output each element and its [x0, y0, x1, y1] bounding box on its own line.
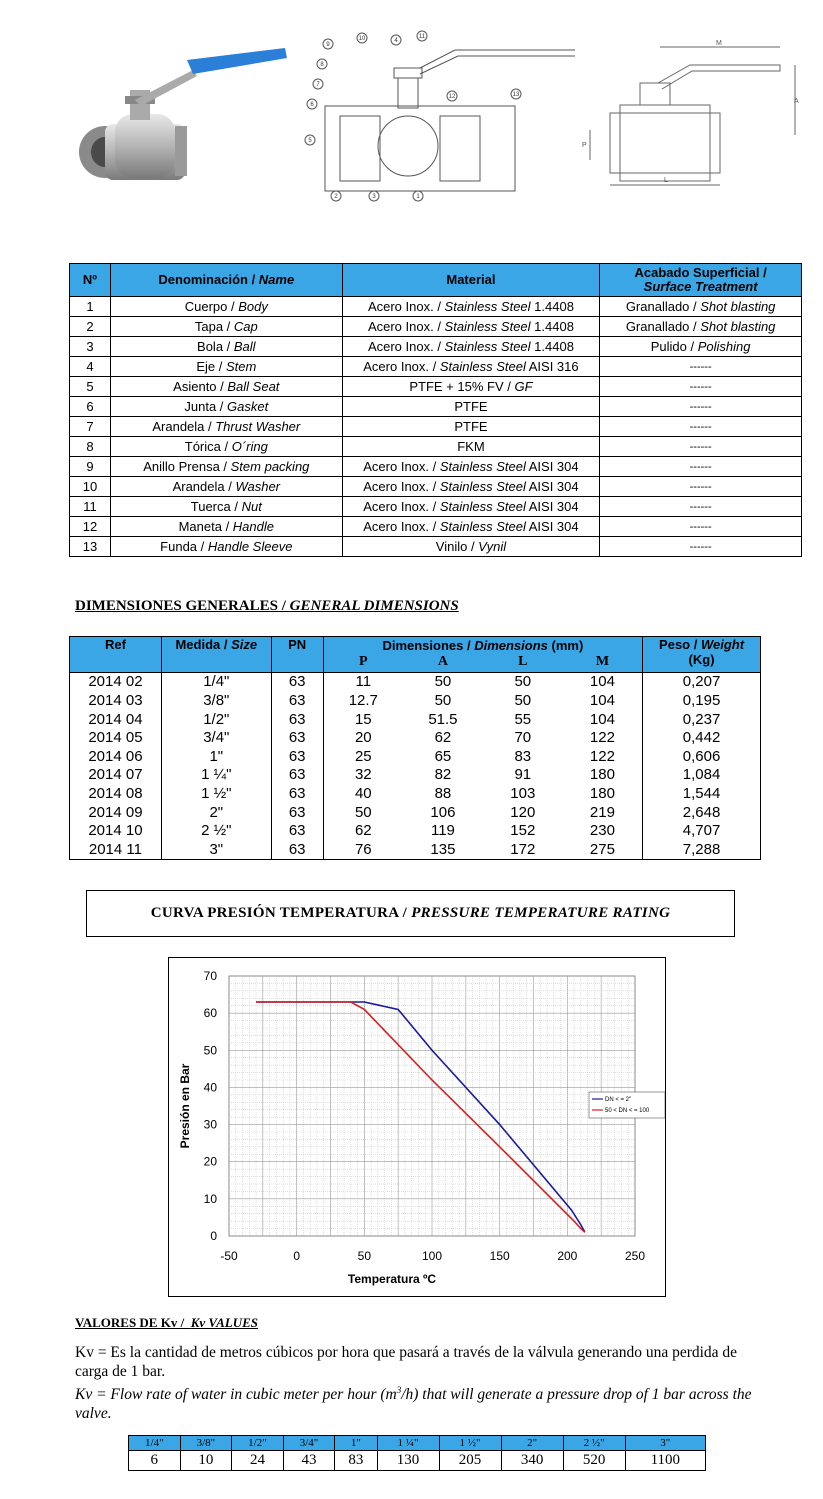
header-m: M [563, 653, 643, 672]
y-tick-label: 20 [203, 1154, 217, 1169]
callout-6: 6 [310, 102, 314, 108]
cell-p: 11 [323, 672, 403, 691]
header-a: A [403, 653, 483, 672]
kv-size-row [129, 1436, 706, 1451]
cell-pn: 63 [271, 710, 323, 729]
cell-weight: 1,544 [643, 784, 761, 803]
cell-l: 55 [514, 710, 532, 728]
cell-name: Bola / Ball [110, 337, 342, 357]
cell-m: 230 [563, 821, 643, 840]
kv-value-cell: 83 [335, 1451, 377, 1471]
cell-pn: 63 [271, 747, 323, 766]
legend-label: DN < = 2" [605, 1097, 632, 1103]
cell-material: Acero Inox. / Stainless Steel AISI 304 [342, 497, 600, 517]
cell-finish: ------ [600, 397, 802, 417]
section-drawing [300, 28, 580, 208]
cell-l: 50 [514, 691, 532, 709]
callout-9: 9 [326, 42, 330, 48]
callout-12: 12 [448, 94, 456, 100]
cell-size: 3/8" [161, 691, 271, 710]
cell-finish: ------ [600, 357, 802, 377]
cell-m: 104 [563, 710, 643, 729]
legend-label: 50 < DN < = 100 [605, 1108, 650, 1114]
cell-no: 13 [70, 537, 111, 557]
cell-ref: 2014 02 [70, 672, 162, 691]
cell-name: Eje / Stem [110, 357, 342, 377]
material-row [70, 397, 802, 417]
dimension-row [70, 803, 761, 822]
material-row [70, 477, 802, 497]
cell-p: 32 [323, 766, 403, 785]
x-axis-label: Temperatura ºC [347, 1272, 437, 1286]
cell-no: 12 [70, 517, 111, 537]
cell-name: Tórica / O´ring [110, 437, 342, 457]
header-p: P [323, 653, 403, 672]
cell-finish: ------ [600, 497, 802, 517]
cell-finish: ------ [600, 437, 802, 457]
cell-name: Maneta / Handle [110, 517, 342, 537]
kv-size-cell: 3/4" [283, 1436, 335, 1451]
cell-p: 40 [323, 784, 403, 803]
kv-value-cell: 520 [563, 1451, 625, 1471]
cell-l: 152 [510, 822, 536, 840]
cell-pn: 63 [271, 728, 323, 747]
callout-8: 8 [320, 62, 324, 68]
kv-size-cell: 2" [501, 1436, 563, 1451]
kv-value-cell: 1100 [625, 1451, 705, 1471]
y-tick-label: 0 [210, 1229, 217, 1243]
dimensions-table [69, 636, 761, 860]
cell-ref: 2014 07 [70, 766, 162, 785]
cell-a: 65 [434, 747, 452, 765]
cell-pn: 63 [271, 672, 323, 691]
cell-no: 11 [70, 497, 111, 517]
cell-no: 7 [70, 417, 111, 437]
y-tick-label: 70 [203, 969, 217, 983]
cell-l: 120 [510, 803, 536, 821]
dimension-row [70, 747, 761, 766]
cell-m: 180 [563, 766, 643, 785]
kv-size-cell: 1 ¼" [377, 1436, 439, 1451]
header-pn: PN [271, 637, 323, 673]
material-row [70, 497, 802, 517]
cell-ref: 2014 09 [70, 803, 162, 822]
cell-finish: Granallado / Shot blasting [600, 317, 802, 337]
cell-no: 4 [70, 357, 111, 377]
cell-weight: 0,195 [643, 691, 761, 710]
cell-material: Vinilo / Vynil [342, 537, 600, 557]
y-tick-label: 10 [203, 1191, 217, 1206]
kv-size-cell: 1/2" [232, 1436, 284, 1451]
kv-value-cell: 130 [377, 1451, 439, 1471]
material-row [70, 437, 802, 457]
cell-name: Asiento / Ball Seat [110, 377, 342, 397]
callout-4: 4 [394, 38, 398, 44]
kv-size-cell: 3/8" [180, 1436, 232, 1451]
cell-finish: ------ [600, 477, 802, 497]
cell-material: Acero Inox. / Stainless Steel 1.4408 [342, 317, 600, 337]
kv-text-es: Kv = Es la cantidad de metros cúbicos por hora que pasará a través de la válvula generando una perdida de carga de 1 bar. [75, 1344, 738, 1380]
cell-size: 2 ½" [161, 821, 271, 840]
material-row [70, 537, 802, 557]
dimension-row [70, 728, 761, 747]
material-row [70, 337, 802, 357]
cell-a: 106 [430, 803, 456, 821]
material-row [70, 417, 802, 437]
cell-m: 275 [563, 840, 643, 859]
cell-ref: 2014 10 [70, 821, 162, 840]
cell-p: 76 [323, 840, 403, 859]
kv-value-cell: 6 [129, 1451, 181, 1471]
cell-weight: 7,288 [643, 840, 761, 859]
header-dimensions: Dimensiones / Dimensions (mm) [323, 637, 642, 654]
cell-name: Funda / Handle Sleeve [110, 537, 342, 557]
cell-l: 70 [514, 729, 532, 747]
material-row [70, 317, 802, 337]
callout-3: 3 [372, 194, 376, 200]
dim-label-p: P [582, 142, 587, 149]
cell-a: 51.5 [428, 710, 458, 728]
cell-size: 1/2" [161, 710, 271, 729]
cell-size: 1 ½" [161, 784, 271, 803]
cell-size: 1" [161, 747, 271, 766]
cell-material: Acero Inox. / Stainless Steel 1.4408 [342, 337, 600, 357]
material-row [70, 297, 802, 317]
cell-finish: ------ [600, 377, 802, 397]
legend-box [589, 1092, 665, 1118]
dimension-drawing [580, 35, 805, 190]
y-axis-label: Presión en Bar [178, 1063, 192, 1149]
cell-name: Arandela / Thrust Washer [110, 417, 342, 437]
cell-a: 50 [434, 691, 452, 709]
cell-ref: 2014 03 [70, 691, 162, 710]
header-finish: Acabado Superficial / Surface Treatment [600, 264, 802, 297]
dim-label-l: L [664, 177, 668, 184]
x-tick-label: -50 [220, 1249, 238, 1263]
chart-frame [168, 957, 666, 1297]
materials-table [69, 263, 802, 557]
cell-name: Tapa / Cap [110, 317, 342, 337]
cell-size: 1/4" [161, 672, 271, 691]
cell-m: 104 [563, 672, 643, 691]
cell-p: 20 [323, 728, 403, 747]
cell-weight: 0,606 [643, 747, 761, 766]
cell-m: 104 [563, 691, 643, 710]
x-tick-label: 150 [489, 1249, 510, 1263]
cell-pn: 63 [271, 803, 323, 822]
kv-title: VALORES DE Kv / Kv VALUES [75, 1315, 259, 1330]
dim-label-m: M [716, 40, 722, 47]
cell-material: PTFE [342, 417, 600, 437]
callout-11: 11 [418, 34, 426, 40]
dimension-row [70, 784, 761, 803]
cell-finish: ------ [600, 417, 802, 437]
cell-finish: ------ [600, 457, 802, 477]
cell-pn: 63 [271, 840, 323, 859]
material-row [70, 357, 802, 377]
callout-13: 13 [512, 92, 520, 98]
kv-value-cell: 205 [439, 1451, 501, 1471]
y-tick-label: 30 [203, 1117, 217, 1132]
cell-size: 3" [161, 840, 271, 859]
material-row [70, 377, 802, 397]
header-material: Material [342, 264, 600, 297]
cell-material: Acero Inox. / Stainless Steel AISI 304 [342, 517, 600, 537]
header-size: Medida / Size [161, 637, 271, 673]
cell-no: 3 [70, 337, 111, 357]
cell-m: 122 [563, 747, 643, 766]
cell-a: 82 [434, 766, 452, 784]
kv-size-cell: 3" [625, 1436, 705, 1451]
cell-a: 88 [434, 784, 452, 802]
kv-size-cell: 1/4" [129, 1436, 181, 1451]
x-tick-label: 250 [624, 1249, 646, 1263]
material-row [70, 517, 802, 537]
cell-material: Acero Inox. / Stainless Steel AISI 316 [342, 357, 600, 377]
callout-10: 10 [358, 36, 366, 42]
valve-photo [75, 40, 290, 180]
callout-7: 7 [316, 82, 320, 88]
cell-p: 50 [323, 803, 403, 822]
header-l: L [483, 653, 563, 672]
dimension-row [70, 710, 761, 729]
cell-pn: 63 [271, 821, 323, 840]
cell-ref: 2014 08 [70, 784, 162, 803]
cell-size: 3/4" [161, 728, 271, 747]
cell-name: Cuerpo / Body [110, 297, 342, 317]
cell-l: 172 [483, 840, 563, 859]
cell-weight: 0,442 [643, 728, 761, 747]
header-weight: Peso / Weight (Kg) [643, 637, 761, 673]
kv-description [75, 1343, 765, 1423]
kv-value-row [129, 1451, 706, 1471]
kv-table [128, 1435, 706, 1471]
cell-pn: 63 [271, 784, 323, 803]
cell-weight: 0,237 [643, 710, 761, 729]
x-tick-label: 0 [293, 1249, 301, 1263]
cell-weight: 2,648 [643, 803, 761, 822]
cell-a: 119 [430, 822, 455, 840]
cell-material: Acero Inox. / Stainless Steel AISI 304 [342, 477, 600, 497]
kv-text-en: Kv = Flow rate of water in cubic meter per hour $(m^3/h)$ that will generate a pressure drop of 1 bar across the valve. [75, 1385, 752, 1423]
cell-a: 62 [434, 729, 452, 747]
y-tick-label: 60 [203, 1006, 217, 1021]
material-row [70, 457, 802, 477]
cell-no: 2 [70, 317, 111, 337]
kv-size-cell: 1" [335, 1436, 377, 1451]
cell-m: 122 [563, 728, 643, 747]
cell-m: 180 [563, 784, 643, 803]
rating-title: CURVA PRESIÓN TEMPERATURA / PRESSURE TEMPERATURE RATING [86, 890, 735, 937]
cell-ref: 2014 11 [70, 840, 162, 859]
cell-name: Junta / Gasket [110, 397, 342, 417]
kv-value-cell: 10 [180, 1451, 232, 1471]
cell-l: 83 [514, 747, 532, 765]
cell-l: 91 [514, 766, 532, 784]
cell-no: 10 [70, 477, 111, 497]
dimension-row [70, 672, 761, 691]
cell-size: 2" [161, 803, 271, 822]
header-no: Nº [70, 264, 111, 297]
kv-size-cell: 1 ½" [439, 1436, 501, 1451]
dimension-row [70, 766, 761, 785]
cell-pn: 63 [271, 766, 323, 785]
cell-name: Arandela / Washer [110, 477, 342, 497]
cell-weight: 1,084 [643, 766, 761, 785]
cell-p: 12.7 [323, 691, 403, 710]
cell-name: Anillo Prensa / Stem packing [110, 457, 342, 477]
callout-5: 5 [308, 138, 312, 144]
cell-ref: 2014 06 [70, 747, 162, 766]
cell-a: 50 [403, 672, 483, 691]
cell-ref: 2014 04 [70, 710, 162, 729]
x-tick-label: 200 [557, 1249, 578, 1263]
cell-weight: 4,707 [643, 821, 761, 840]
cell-size: 1 ¼" [161, 766, 271, 785]
header-ref: Ref [70, 637, 162, 673]
cell-material: PTFE [342, 397, 600, 417]
dimensions-title: DIMENSIONES GENERALES / GENERAL DIMENSIONS [75, 598, 459, 614]
kv-value-cell: 24 [232, 1451, 284, 1471]
cell-p: 25 [323, 747, 403, 766]
dim-label-a: A [794, 98, 799, 105]
cell-l: 103 [510, 784, 536, 802]
callout-1: 1 [416, 194, 420, 200]
cell-weight: 0,207 [643, 672, 761, 691]
cell-material: PTFE + 15% FV / GF [342, 377, 600, 397]
cell-finish: Pulido / Polishing [600, 337, 802, 357]
cell-p: 15 [323, 710, 403, 729]
x-tick-label: 50 [357, 1249, 372, 1263]
cell-finish: ------ [600, 517, 802, 537]
cell-material: Acero Inox. / Stainless Steel 1.4408 [342, 297, 600, 317]
kv-value-cell: 340 [501, 1451, 563, 1471]
dimension-row [70, 821, 761, 840]
cell-pn: 63 [271, 691, 323, 710]
cell-name: Tuerca / Nut [110, 497, 342, 517]
cell-no: 1 [70, 297, 111, 317]
cell-material: Acero Inox. / Stainless Steel AISI 304 [342, 457, 600, 477]
cell-p: 62 [323, 821, 403, 840]
materials-header-row [70, 264, 802, 297]
dimension-row [70, 691, 761, 710]
cell-m: 219 [563, 803, 643, 822]
cell-l: 50 [483, 672, 563, 691]
callout-2: 2 [334, 194, 338, 200]
cell-no: 8 [70, 437, 111, 457]
cell-finish: ------ [600, 537, 802, 557]
cell-material: FKM [342, 437, 600, 457]
dimension-row [70, 840, 761, 859]
cell-ref: 2014 05 [70, 728, 162, 747]
x-tick-label: 100 [421, 1249, 443, 1263]
cell-no: 9 [70, 457, 111, 477]
kv-value-cell: 43 [283, 1451, 335, 1471]
y-tick-label: 50 [203, 1043, 217, 1058]
cell-a: 135 [403, 840, 483, 859]
y-tick-label: 40 [203, 1080, 217, 1095]
pressure-temperature-chart [169, 958, 665, 1296]
cell-finish: Granallado / Shot blasting [600, 297, 802, 317]
header-name: Denominación / Name [110, 264, 342, 297]
kv-size-cell: 2 ½" [563, 1436, 625, 1451]
cell-no: 6 [70, 397, 111, 417]
cell-no: 5 [70, 377, 111, 397]
